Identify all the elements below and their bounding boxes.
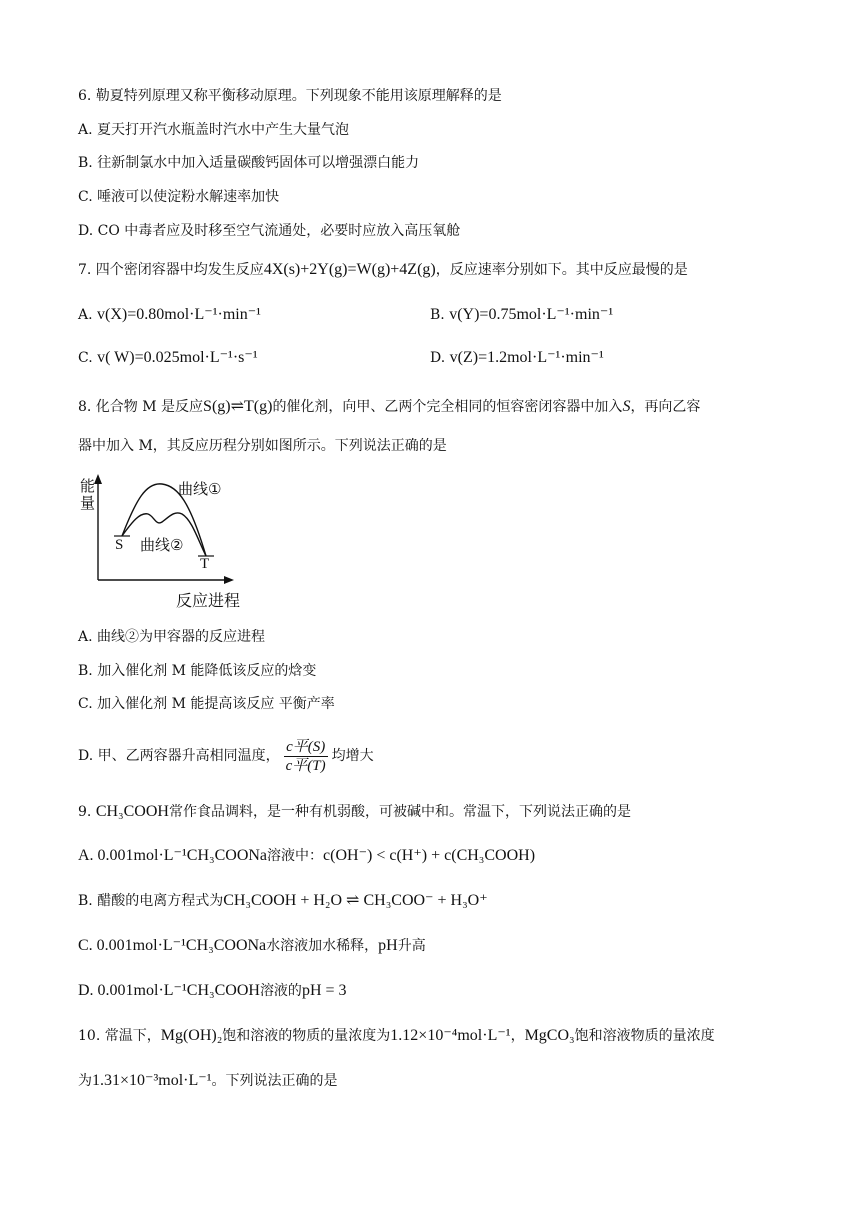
q6-option-b: B. 往新制氯水中加入适量碳酸钙固体可以增强漂白能力: [78, 155, 420, 171]
q7-option-d: [430, 348, 604, 368]
q7-a-rate: v(X)=0.80mol·L⁻¹·min⁻¹: [97, 306, 261, 323]
q6-option-d: D. CO 中毒者应及时移至空气流通处，必要时应放入高压氧舱: [78, 223, 461, 239]
q10-stem-line2: [78, 1071, 338, 1091]
curve-1-label: 曲线①: [178, 480, 222, 498]
q8-option-a: A. 曲线②为甲容器的反应进程: [78, 629, 266, 645]
q9-b-pre: B. 醋酸的电离方程式为: [78, 893, 224, 909]
q8-s-italic: S: [622, 398, 631, 415]
q8-option-b: B. 加入催化剂 M 能降低该反应的焓变: [78, 663, 317, 679]
q9-c-ph: pH: [378, 937, 398, 954]
curve-2-label: 曲线②: [140, 536, 184, 554]
energy-diagram: [78, 470, 258, 610]
q9-d-pre: D. 0.001mol·L⁻¹CH₃COOH: [78, 982, 260, 999]
q7-b-rate: v(Y)=0.75mol·L⁻¹·min⁻¹: [449, 306, 614, 323]
q10-mid-1: 饱和溶液的物质的量浓度为: [222, 1028, 391, 1044]
q9-option-c: [78, 936, 426, 956]
q7-c-rate: v( W)=0.025mol·L⁻¹·s⁻¹: [97, 349, 258, 366]
q7-option-b: [430, 305, 613, 325]
start-label: S: [115, 537, 124, 553]
q8-stem-line2: 器中加入 M，其反应历程分别如图所示。下列说法正确的是: [78, 438, 447, 454]
y-axis-label: 能量: [80, 477, 96, 512]
q8-stem-pre: 8. 化合物 M 是反应: [78, 399, 204, 415]
q7-stem: [78, 260, 688, 280]
q8-d-numerator: c平(S): [284, 738, 328, 757]
q10-conc-1: 1.12×10⁻⁴mol·L⁻¹: [390, 1027, 511, 1044]
q8-d-fraction: [284, 738, 328, 775]
q8-d-pre: D. 甲、乙两容器升高相同温度，: [78, 748, 280, 764]
q10-stem: [78, 1026, 715, 1046]
q10-stem-pre: 10. 常温下，: [78, 1028, 161, 1044]
q7-b-label: B.: [430, 307, 445, 323]
q9-d-mid: 溶液的: [259, 983, 302, 999]
q10-mid-2: ，: [510, 1028, 525, 1044]
q6-stem: 6. 勒夏特列原理又称平衡移动原理。下列现象不能用该原理解释的是: [78, 88, 502, 104]
q8-d-denominator: c平(T): [285, 757, 326, 774]
q9-d-post: pH = 3: [301, 982, 347, 999]
q9-a-post: c(OH⁻) < c(H⁺) + c(CH₃COOH): [323, 847, 536, 864]
q9-option-a: [78, 846, 535, 866]
q10-line2-post: 。下列说法正确的是: [211, 1073, 338, 1089]
q9-stem-post: 常作食品调料，是一种有机弱酸，可被碱中和。常温下，下列说法正确的是: [168, 804, 631, 820]
q7-a-label: A.: [78, 307, 93, 323]
q8-stem-mid: 的催化剂，向甲、乙两个完全相同的恒容密闭容器中加入: [272, 399, 623, 415]
q9-c-pre: C. 0.001mol·L⁻¹CH₃COONa: [78, 937, 267, 954]
q9-c-post: 升高: [397, 938, 426, 954]
q9-c-mid: 水溶液加水稀释，: [266, 938, 379, 954]
q7-d-label: D.: [430, 350, 446, 366]
q8-option-d: [78, 734, 374, 778]
q7-stem-pre: 7. 四个密闭容器中均发生反应: [78, 262, 264, 278]
q7-c-label: C.: [78, 350, 93, 366]
q8-d-post: 均增大: [331, 748, 374, 764]
q9-stem-pre: 9.: [78, 804, 92, 820]
q9-option-d: [78, 981, 347, 1001]
q8-option-c: C. 加入催化剂 M 能提高该反应 平衡产率: [78, 696, 335, 712]
x-axis-arrow: [224, 576, 234, 584]
end-label: T: [200, 556, 210, 572]
q10-line2-pre: 为: [78, 1073, 92, 1089]
q8-reaction: S(g)⇌T(g): [203, 398, 273, 415]
q7-d-rate: v(Z)=1.2mol·L⁻¹·min⁻¹: [449, 349, 604, 366]
q10-formula-1: Mg(OH)₂: [160, 1027, 223, 1044]
q8-stem-post: ，再向乙容: [630, 399, 701, 415]
q9-option-b: [78, 891, 488, 911]
q6-option-c: C. 唾液可以使淀粉水解速率加快: [78, 189, 280, 205]
q7-option-a: [78, 305, 261, 325]
q9-stem: [78, 802, 631, 822]
q9-formula: CH₃COOH: [95, 803, 169, 820]
x-axis-label: 反应进程: [176, 591, 241, 610]
q8-stem: [78, 397, 700, 417]
q7-reaction: 4X(s)+2Y(g)=W(g)+4Z(g): [263, 261, 436, 278]
q9-a-pre: A. 0.001mol·L⁻¹CH₃COONa: [78, 847, 268, 864]
q9-a-mid: 溶液中：: [267, 848, 324, 864]
q10-mid-3: 饱和溶液物质的量浓度: [574, 1028, 715, 1044]
q10-formula-2: MgCO₃: [524, 1027, 575, 1044]
q6-option-a: A. 夏天打开汽水瓶盖时汽水中产生大量气泡: [78, 122, 350, 138]
q7-option-c: [78, 348, 258, 368]
q7-stem-post: ，反应速率分别如下。其中反应最慢的是: [435, 262, 688, 278]
q10-conc-2: 1.31×10⁻³mol·L⁻¹: [92, 1072, 212, 1089]
q9-b-equation: CH₃COOH + H₂O ⇌ CH₃COO⁻ + H₃O⁺: [223, 892, 488, 909]
